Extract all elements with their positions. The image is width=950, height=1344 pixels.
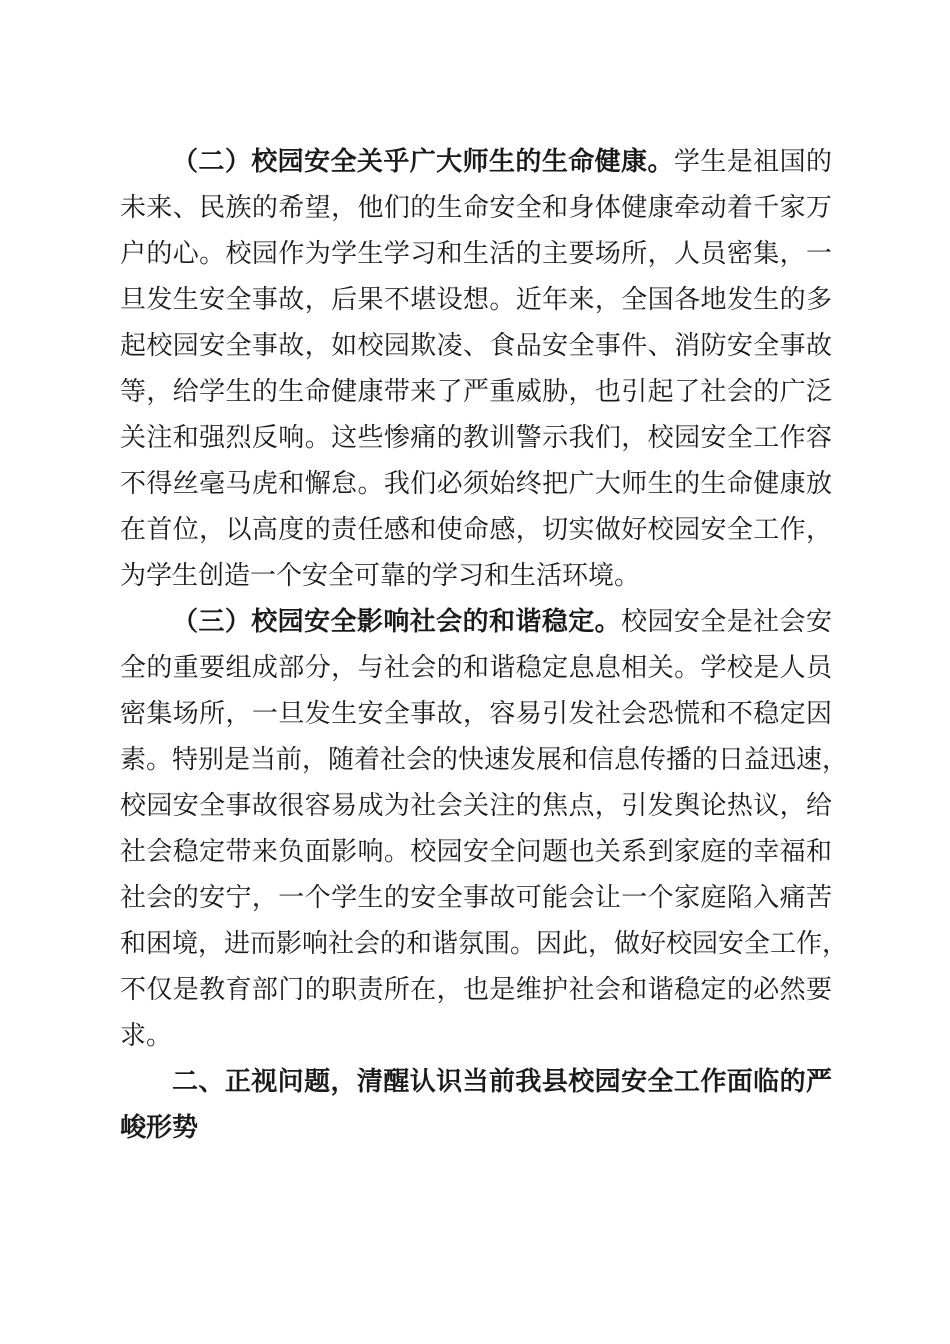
paragraph-3-line-7: 社会的安宁，一个学生的安全事故可能会让一个家庭陷入痛苦	[120, 883, 832, 913]
paragraph-3-line-6: 社会稳定带来负面影响。校园安全问题也关系到家庭的幸福和	[120, 837, 832, 867]
paragraph-3-line-5: 校园安全事故很容易成为社会关注的焦点，引发舆论热议，给	[120, 791, 832, 821]
section-heading-line-2: 峻形势	[120, 1113, 199, 1143]
paragraph-2-line-9: 在首位，以高度的责任感和使命感，切实做好校园安全工作，	[120, 515, 832, 545]
paragraph-2-line-2: 未来、民族的希望，他们的生命安全和身体健康牵动着千家万	[120, 193, 832, 223]
paragraph-2-line-10: 为学生创造一个安全可靠的学习和生活环境。	[120, 561, 641, 591]
paragraph-2-line-3: 户的心。校园作为学生学习和生活的主要场所，人员密集，一	[120, 239, 832, 269]
paragraph-3-line-2: 全的重要组成部分，与社会的和谐稳定息息相关。学校是人员	[120, 653, 832, 683]
paragraph-3-lead: （三）校园安全影响社会的和谐稳定。	[172, 607, 622, 637]
paragraph-3-line-9: 不仅是教育部门的职责所在，也是维护社会和谐稳定的必然要	[120, 975, 832, 1005]
paragraph-3-line-8: 和困境，进而影响社会的和谐氛围。因此，做好校园安全工作，	[120, 929, 849, 959]
section-heading-line-1: 二、正视问题，清醒认识当前我县校园安全工作面临的严	[172, 1067, 832, 1097]
paragraph-3-line-1	[172, 606, 832, 638]
paragraph-2-lead: （二）校园安全关乎广大师生的生命健康。	[172, 147, 674, 177]
paragraph-3-line-4: 素。特别是当前，随着社会的快速发展和信息传播的日益迅速，	[120, 745, 849, 775]
paragraph-2-line-4: 旦发生安全事故，后果不堪设想。近年来，全国各地发生的多	[120, 285, 832, 315]
paragraph-3-line-10: 求。	[120, 1021, 173, 1051]
paragraph-2-line-1-text: 学生是祖国的	[673, 147, 832, 177]
paragraph-3-line-1-text: 校园安全是社会安	[621, 607, 832, 637]
paragraph-2-line-1	[172, 146, 832, 178]
paragraph-2-line-6: 等，给学生的生命健康带来了严重威胁，也引起了社会的广泛	[120, 377, 832, 407]
paragraph-2-line-7: 关注和强烈反响。这些惨痛的教训警示我们，校园安全工作容	[120, 423, 832, 453]
paragraph-3-line-3: 密集场所，一旦发生安全事故，容易引发社会恐慌和不稳定因	[120, 699, 832, 729]
paragraph-2-line-8: 不得丝毫马虎和懈怠。我们必须始终把广大师生的生命健康放	[120, 469, 832, 499]
paragraph-2-line-5: 起校园安全事故，如校园欺凌、食品安全事件、消防安全事故	[120, 331, 832, 361]
